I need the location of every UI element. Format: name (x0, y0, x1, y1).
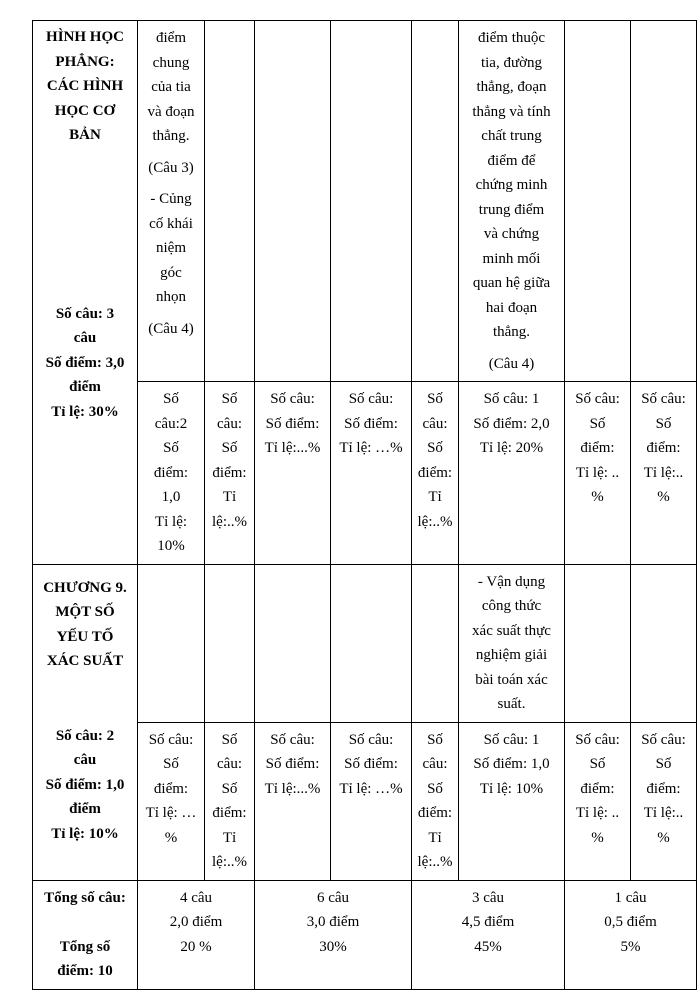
stats-cell: Số câu: Số điểm: Tỉ lệ: … % (138, 722, 205, 880)
stats-cell: Số câu: Số điểm: Tỉ lệ: .. % (565, 382, 631, 565)
section-probability-content-row (33, 564, 697, 722)
description-text: - Củng cố khái niệm góc nhọn (149, 191, 193, 305)
totals-group-recognition (138, 880, 255, 989)
total-points: 2,0 điểm (169, 914, 223, 930)
topic-cell-probability (33, 564, 138, 880)
total-percent: 30% (319, 938, 347, 955)
totals-group-comprehension (255, 880, 412, 989)
stats-cell: Số câu: Số điểm: Tỉ lệ:..% (412, 722, 459, 880)
stats-cell: Số câu: Số điểm: Tỉ lệ:...% (255, 382, 331, 565)
description-text: điểm chung của tia và đoạn thẳng. (147, 30, 195, 144)
empty-cell (255, 21, 331, 382)
stats-cell: Số câu: Số điểm: Tỉ lệ: …% (331, 722, 412, 880)
empty-cell (412, 21, 459, 382)
stats-cell: Số câu: Số điểm: Tỉ lệ:..% (205, 722, 255, 880)
stats-cell: Số câu: Số điểm: Tỉ lệ:.. % (631, 722, 697, 880)
description-text: - Vận dụng công thức xác suất thực nghiệm giải bài toán xác suất. (472, 573, 551, 712)
total-questions: 3 câu (471, 889, 505, 906)
empty-cell (412, 564, 459, 722)
totals-group-high-application (565, 880, 697, 989)
empty-cell (205, 21, 255, 382)
empty-cell (631, 21, 697, 382)
topic-stats: Số câu: 2 câu Số điểm: 1,0 điểm Tỉ lệ: 10% (45, 727, 125, 842)
section-geometry-content-row (33, 21, 697, 382)
total-points: 0,5 điểm (604, 914, 657, 930)
total-points: 3,0 điểm (306, 914, 360, 930)
topic-stats: Số câu: 3 câu Số điểm: 3,0 điểm Tỉ lệ: 30% (45, 305, 125, 420)
stats-cell: Số câu: Số điểm: Tỉ lệ:..% (412, 382, 459, 565)
totals-label: Tổng số câu: Tổng số điểm: 10 (33, 880, 138, 989)
totals-group-application (412, 880, 565, 989)
topic-spacer (36, 148, 134, 302)
totals-row (33, 880, 697, 989)
stats-cell: Số câu: 1 Số điểm: 2,0 Tỉ lệ: 20% (459, 382, 565, 565)
stats-cell: Số câu: Số điểm: Tỉ lệ: .. % (565, 722, 631, 880)
topic-spacer (36, 674, 134, 724)
empty-cell (138, 564, 205, 722)
empty-cell (631, 564, 697, 722)
empty-cell (255, 564, 331, 722)
description-cell (459, 564, 565, 722)
question-ref: (Câu 4) (148, 320, 194, 337)
total-points: 4,5 điểm (461, 914, 515, 930)
description-cell (138, 21, 205, 382)
stats-cell: Số câu: Số điểm: Tỉ lệ:...% (255, 722, 331, 880)
topic-title: HÌNH HỌC PHẲNG: CÁC HÌNH HỌC CƠ BẢN (46, 29, 124, 143)
empty-cell (331, 564, 412, 722)
total-questions: 4 câu (179, 889, 213, 906)
description-text: điểm thuộc tia, đường thẳng, đoạn thẳng và tính chất trung điểm để chứng minh trung điểm và chứng minh mối quan hệ giữa hai đoạn thẳng. (472, 30, 551, 340)
stats-cell: Số câu: 1 Số điểm: 1,0 Tỉ lệ: 10% (459, 722, 565, 880)
stats-cell: Số câu:2 Số điểm: 1,0 Tỉ lệ: 10% (138, 382, 205, 565)
total-questions: 6 câu (316, 889, 350, 906)
total-questions: 1 câu (614, 889, 647, 906)
empty-cell (331, 21, 412, 382)
stats-cell: Số câu: Số điểm: Tỉ lệ: …% (331, 382, 412, 565)
total-percent: 45% (474, 938, 502, 955)
topic-cell-geometry (33, 21, 138, 565)
total-percent: 20 % (180, 938, 212, 955)
question-ref: (Câu 4) (488, 355, 535, 372)
stats-cell: Số câu: Số điểm: Tỉ lệ:..% (205, 382, 255, 565)
topic-title: CHƯƠNG 9. MỘT SỐ YẾU TỐ XÁC SUẤT (43, 579, 127, 669)
description-cell (459, 21, 565, 382)
empty-cell (565, 564, 631, 722)
empty-cell (205, 564, 255, 722)
assessment-matrix-table (32, 20, 697, 990)
total-percent: 5% (620, 938, 641, 955)
question-ref: (Câu 3) (148, 159, 194, 176)
stats-cell: Số câu: Số điểm: Tỉ lệ:.. % (631, 382, 697, 565)
empty-cell (565, 21, 631, 382)
